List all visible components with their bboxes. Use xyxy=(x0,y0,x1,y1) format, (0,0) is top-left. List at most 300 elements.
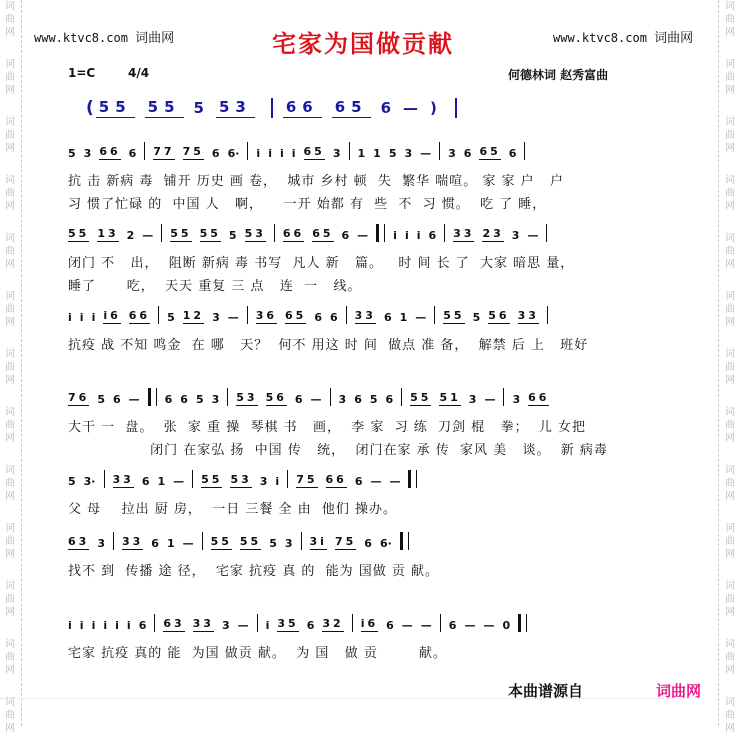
watermark-char: 网 xyxy=(5,143,15,154)
barline xyxy=(144,142,145,160)
note: 3 xyxy=(448,147,456,160)
note: 6· xyxy=(379,537,392,550)
barline xyxy=(158,306,159,324)
watermark-char: 曲 xyxy=(725,304,735,315)
note: 33 xyxy=(112,473,134,486)
note: 6 xyxy=(386,619,394,632)
note: 6 xyxy=(314,311,322,324)
note: 6 xyxy=(385,393,394,406)
watermark-char: 曲 xyxy=(725,536,735,547)
note: 53 xyxy=(230,473,252,486)
watermark-group xyxy=(720,696,740,754)
watermark-char: 网 xyxy=(5,85,15,96)
watermark-char: 网 xyxy=(5,201,15,212)
watermark-char: 词 xyxy=(5,233,15,244)
watermark-group xyxy=(720,174,740,232)
watermark-char: 曲 xyxy=(725,710,735,721)
barline xyxy=(546,224,547,242)
repeat-barline xyxy=(376,224,385,242)
notation-line xyxy=(68,532,417,550)
note: i xyxy=(291,147,296,160)
note: 6 xyxy=(354,393,362,406)
site-name: 词曲网 xyxy=(654,31,694,46)
right-watermark-column xyxy=(720,0,740,734)
watermark-group xyxy=(720,232,740,290)
note: 5 xyxy=(269,537,277,550)
note: 3 xyxy=(97,537,105,550)
watermark-group xyxy=(720,0,740,58)
watermark-char: 网 xyxy=(725,85,735,96)
note: 55 xyxy=(201,473,223,486)
note: 3 xyxy=(284,537,293,550)
watermark-char: 曲 xyxy=(725,72,735,83)
note: 6 xyxy=(330,311,338,324)
note: 5 xyxy=(472,311,481,324)
note-group: 55 xyxy=(96,98,135,118)
barline xyxy=(247,142,248,160)
watermark-char: 网 xyxy=(725,665,735,676)
watermark-char: 曲 xyxy=(5,594,15,605)
watermark-char: 词 xyxy=(5,59,15,70)
note: i xyxy=(126,619,131,632)
note: 56 xyxy=(488,309,510,322)
note: — xyxy=(420,147,432,160)
note: 77 xyxy=(153,145,175,158)
note: — xyxy=(403,99,419,117)
note: 63 xyxy=(163,617,185,630)
note: 6 xyxy=(383,311,392,324)
note: i xyxy=(103,619,108,632)
note: 6 xyxy=(180,393,188,406)
site-link-right[interactable] xyxy=(553,27,693,46)
watermark-char: 词 xyxy=(725,291,735,302)
watermark-char: 词 xyxy=(725,581,735,592)
note: 66 xyxy=(528,391,550,404)
note: 66 xyxy=(282,227,305,240)
watermark-char: 曲 xyxy=(725,362,735,373)
note: 23 xyxy=(482,227,504,240)
watermark-char: 词 xyxy=(5,465,15,476)
note: i xyxy=(416,229,421,242)
watermark-char: 网 xyxy=(725,433,735,444)
watermark-char: 曲 xyxy=(725,594,735,605)
note: 33 xyxy=(354,309,376,322)
note: 33 xyxy=(453,227,475,240)
note: i xyxy=(79,619,84,632)
note: i xyxy=(91,311,96,324)
barline xyxy=(346,306,347,324)
note: 1 xyxy=(157,475,166,488)
watermark-group xyxy=(0,0,20,58)
note: 5 xyxy=(193,99,204,117)
lyric-line: 父 母 拉出 厨 房， 一日 三餐 全 由 他们 操办。 xyxy=(68,502,397,517)
note: 6 xyxy=(112,393,121,406)
watermark-char: 曲 xyxy=(725,130,735,141)
note: 65 xyxy=(303,145,325,158)
watermark-char: 曲 xyxy=(5,304,15,315)
note: 6 xyxy=(508,147,517,160)
note: 33 xyxy=(517,309,539,322)
watermark-group xyxy=(0,58,20,116)
note: 0 xyxy=(502,619,511,632)
barline xyxy=(113,532,114,550)
site-link-left[interactable] xyxy=(34,27,174,46)
note: 55 xyxy=(68,227,90,240)
note: 1 xyxy=(357,147,366,160)
watermark-char: 词 xyxy=(5,175,15,186)
notation-line xyxy=(68,224,555,242)
note: 3· xyxy=(83,475,96,488)
watermark-char: 曲 xyxy=(5,478,15,489)
watermark-group xyxy=(0,348,20,406)
watermark-group xyxy=(720,522,740,580)
watermark-char: 网 xyxy=(725,201,735,212)
watermark-char: 词 xyxy=(725,175,735,186)
barline xyxy=(154,614,155,632)
note: i xyxy=(393,229,397,242)
note: ) xyxy=(430,99,437,117)
watermark-char: 词 xyxy=(725,407,735,418)
note: 6 xyxy=(164,393,173,406)
lyric-line: 习 惯了忙碌 的 中国 人 啊， 一开 始都 有 些 不 习 惯。 吃 了 睡， xyxy=(68,197,547,212)
note: — xyxy=(142,229,154,242)
barline xyxy=(349,142,350,160)
barline xyxy=(444,224,445,242)
watermark-char: 词 xyxy=(725,59,735,70)
watermark-group xyxy=(0,232,20,290)
watermark-group xyxy=(0,406,20,464)
note-group: 66 xyxy=(283,98,322,118)
barline xyxy=(161,224,162,242)
watermark-char: 网 xyxy=(725,27,735,38)
note: — xyxy=(182,537,194,550)
watermark-char: 词 xyxy=(725,639,735,650)
watermark-char: 曲 xyxy=(5,130,15,141)
notation-line xyxy=(68,470,425,488)
watermark-char: 网 xyxy=(5,317,15,328)
barline xyxy=(192,470,193,488)
watermark-group xyxy=(720,348,740,406)
note: 55 xyxy=(443,309,465,322)
watermark-char: 词 xyxy=(725,523,735,534)
watermark-group xyxy=(720,290,740,348)
watermark-char: 曲 xyxy=(5,420,15,431)
note: 3 xyxy=(221,619,230,632)
lyric-line: 抗 击 新病 毒 铺开 历史 画 卷， 城市 乡村 顿 失 繁华 喘喧。 家 家 户 户 xyxy=(68,174,565,189)
watermark-char: 曲 xyxy=(725,420,735,431)
note: 76 xyxy=(68,391,90,404)
watermark-group xyxy=(0,522,20,580)
note: 2 xyxy=(126,229,135,242)
note: 3 xyxy=(259,475,268,488)
note: 35 xyxy=(277,617,299,630)
barline xyxy=(440,614,441,632)
watermark-char: 词 xyxy=(725,349,735,360)
watermark-char: 词 xyxy=(5,1,15,12)
note: 3i xyxy=(309,535,327,548)
note: 3 xyxy=(404,147,413,160)
watermark-char: 网 xyxy=(725,607,735,618)
note: 3 xyxy=(338,393,347,406)
note: i xyxy=(68,311,72,324)
note: 33 xyxy=(192,617,214,630)
watermark-char: 词 xyxy=(5,639,15,650)
barline xyxy=(104,470,105,488)
watermark-group xyxy=(0,116,20,174)
watermark-char: 网 xyxy=(5,491,15,502)
watermark-char: 词 xyxy=(725,465,735,476)
note: 6 xyxy=(380,99,392,117)
watermark-char: 网 xyxy=(725,549,735,560)
note: 6 xyxy=(341,229,350,242)
watermark-group xyxy=(720,58,740,116)
notation-line xyxy=(68,388,557,406)
note: 5 xyxy=(228,229,237,242)
repeat-barline xyxy=(408,470,417,488)
watermark-char: 词 xyxy=(725,117,735,128)
note: i6 xyxy=(103,309,121,322)
watermark-char: 曲 xyxy=(725,652,735,663)
watermark-char: 词 xyxy=(5,697,15,708)
note: 55 xyxy=(210,535,232,548)
note: 6 xyxy=(364,537,372,550)
note: 6 xyxy=(354,475,363,488)
barline xyxy=(301,532,302,550)
note: — xyxy=(483,619,495,632)
watermark-char: 词 xyxy=(725,233,735,244)
watermark-char: 词 xyxy=(725,1,735,12)
note: i xyxy=(79,311,84,324)
watermark-char: 曲 xyxy=(5,14,15,25)
note: 75 xyxy=(296,473,318,486)
watermark-char: 曲 xyxy=(5,72,15,83)
note: 56 xyxy=(265,391,287,404)
lyric-line: 抗疫 战 不知 鸣金 在 哪 天？ 何不 用这 时 间 做点 准 备， 解禁 后 上 班好 xyxy=(68,338,589,353)
watermark-char: 网 xyxy=(5,433,15,444)
note: 3 xyxy=(511,229,520,242)
watermark-group xyxy=(720,406,740,464)
note: 75 xyxy=(334,535,357,548)
watermark-char: 曲 xyxy=(5,362,15,373)
note: i xyxy=(404,229,409,242)
note: — xyxy=(173,475,185,488)
note: 66 xyxy=(99,145,121,158)
note: 3 xyxy=(512,393,521,406)
watermark-char: 网 xyxy=(5,607,15,618)
note: 5 xyxy=(68,475,76,488)
watermark-char: 曲 xyxy=(5,188,15,199)
watermark-char: 词 xyxy=(5,581,15,592)
note: 6 xyxy=(463,147,472,160)
watermark-char: 网 xyxy=(5,665,15,676)
lyric-line: 睡了 吃， 天天 重复 三 点 连 一 线。 xyxy=(68,279,362,294)
repeat-barline xyxy=(400,532,409,550)
note: 6 xyxy=(428,229,437,242)
site-name: 词曲网 xyxy=(135,31,175,46)
watermark-group xyxy=(720,116,740,174)
watermark-char: 曲 xyxy=(725,478,735,489)
note: 5 xyxy=(97,393,105,406)
note: 6 xyxy=(141,475,150,488)
note: 5 xyxy=(195,393,204,406)
note: 65 xyxy=(479,145,501,158)
watermark-char: 网 xyxy=(725,723,735,734)
note: 36 xyxy=(255,309,278,322)
right-dashed-border xyxy=(718,0,719,726)
watermark-group xyxy=(0,174,20,232)
watermark-char: 曲 xyxy=(725,246,735,257)
note-group: 55 xyxy=(145,98,184,118)
note: 53 xyxy=(236,391,258,404)
note: i xyxy=(279,147,284,160)
note: 55 xyxy=(170,227,192,240)
watermark-char: 网 xyxy=(5,549,15,560)
barline xyxy=(330,388,331,406)
notation-line xyxy=(68,614,535,632)
note: 5 xyxy=(167,311,175,324)
note: 53 xyxy=(244,227,266,240)
watermark-char: 网 xyxy=(5,375,15,386)
note: — xyxy=(401,619,413,632)
note: — xyxy=(227,311,239,324)
barline xyxy=(503,388,504,406)
barline xyxy=(202,532,203,550)
barline xyxy=(287,470,288,488)
lyric-line: 宅家 抗疫 真的 能 为国 做贡 献。 为 国 做 贡 献。 xyxy=(68,646,447,661)
watermark-char: 网 xyxy=(725,491,735,502)
note: 3 xyxy=(212,311,220,324)
watermark-char: 词 xyxy=(5,407,15,418)
note: 1 xyxy=(373,147,381,160)
note: 75 xyxy=(182,145,204,158)
watermark-char: 网 xyxy=(5,723,15,734)
footer-divider xyxy=(0,698,700,699)
watermark-char: 曲 xyxy=(5,652,15,663)
note: — xyxy=(420,619,432,632)
watermark-char: 词 xyxy=(5,523,15,534)
note: i xyxy=(268,147,272,160)
watermark-char: 曲 xyxy=(5,246,15,257)
left-dashed-border xyxy=(21,0,22,726)
watermark-group xyxy=(0,638,20,696)
watermark-char: 曲 xyxy=(725,14,735,25)
site-url: www.ktvc8.com xyxy=(34,31,128,45)
notation-line xyxy=(68,306,556,324)
barline xyxy=(439,142,440,160)
time-signature: 4/4 xyxy=(128,66,150,80)
note: 5 xyxy=(369,393,378,406)
note: — xyxy=(370,475,382,488)
note: 66 xyxy=(128,309,151,322)
watermark-char: 词 xyxy=(5,117,15,128)
left-watermark-column xyxy=(0,0,20,734)
watermark-group xyxy=(0,290,20,348)
source-label: 本曲谱源自 xyxy=(508,682,584,700)
note: 6 xyxy=(151,537,159,550)
note: 6 xyxy=(294,393,303,406)
watermark-char: 词 xyxy=(725,697,735,708)
lyric-line: 闭门 不 出， 阻断 新病 毒 书写 凡人 新 篇。 时 间 长 了 大家 暗思 量， xyxy=(68,256,575,271)
barline xyxy=(401,388,402,406)
note: 55 xyxy=(239,535,262,548)
note: 66 xyxy=(325,473,347,486)
note: 65 xyxy=(312,227,334,240)
source-brand-link[interactable]: 词曲网 xyxy=(656,682,702,700)
song-title: 宅家为国做贡献 xyxy=(272,29,454,58)
note: 5 xyxy=(68,147,76,160)
note: — xyxy=(415,311,427,324)
note: 3 xyxy=(83,147,92,160)
note: — xyxy=(464,619,476,632)
note: — xyxy=(237,619,249,632)
watermark-group xyxy=(720,464,740,522)
note: 6· xyxy=(227,147,240,160)
note: 6 xyxy=(211,147,220,160)
note: 6 xyxy=(128,147,137,160)
note: i xyxy=(91,619,96,632)
note: 63 xyxy=(68,535,90,548)
watermark-char: 曲 xyxy=(5,710,15,721)
open-paren: ( xyxy=(86,98,94,118)
note: 3 xyxy=(468,393,477,406)
note: 6 xyxy=(138,619,147,632)
watermark-char: 网 xyxy=(5,259,15,270)
barline xyxy=(455,98,457,118)
note: 3 xyxy=(332,147,341,160)
note: — xyxy=(484,393,496,406)
barline xyxy=(227,388,228,406)
barline xyxy=(274,224,275,242)
note-group: 53 xyxy=(216,98,255,118)
note: i xyxy=(265,619,270,632)
note: 65 xyxy=(285,309,307,322)
barline xyxy=(524,142,525,160)
note: i6 xyxy=(360,617,379,630)
credits: 何德林词 赵秀富曲 xyxy=(508,68,609,82)
note: 1 xyxy=(166,537,175,550)
note: 13 xyxy=(97,227,119,240)
note: i xyxy=(115,619,119,632)
watermark-char: 网 xyxy=(725,375,735,386)
note: 5 xyxy=(388,147,397,160)
lyric-line: 闭门 在家弘 扬 中国 传 统， 闭门在家 承 传 家风 美 谈。 新 病毒 xyxy=(68,443,608,458)
note: 12 xyxy=(182,309,205,322)
note: 3 xyxy=(211,393,220,406)
lyric-line: 大干 一 盘。 张 家 重 操 琴棋 书 画， 李 家 习 练 刀剑 棍 拳； 儿 女把 xyxy=(68,420,586,435)
watermark-char: 网 xyxy=(725,143,735,154)
note: 32 xyxy=(322,617,344,630)
barline xyxy=(434,306,435,324)
watermark-char: 曲 xyxy=(725,188,735,199)
barline xyxy=(271,98,273,118)
watermark-group xyxy=(720,638,740,696)
lyric-line: 找不 到 传播 途 径， 宅家 抗疫 真 的 能为 国做 贡 献。 xyxy=(68,564,439,579)
intro-phrase xyxy=(86,96,467,120)
watermark-char: 网 xyxy=(725,259,735,270)
repeat-barline xyxy=(518,614,527,632)
note: — xyxy=(527,229,539,242)
note: — xyxy=(128,393,140,406)
repeat-barline xyxy=(148,388,157,406)
notation-line xyxy=(68,142,533,160)
watermark-char: 网 xyxy=(5,27,15,38)
watermark-group xyxy=(0,696,20,754)
note: 6 xyxy=(448,619,457,632)
watermark-char: 网 xyxy=(725,317,735,328)
barline xyxy=(247,306,248,324)
barline xyxy=(257,614,258,632)
note-group: 65 xyxy=(332,98,371,118)
